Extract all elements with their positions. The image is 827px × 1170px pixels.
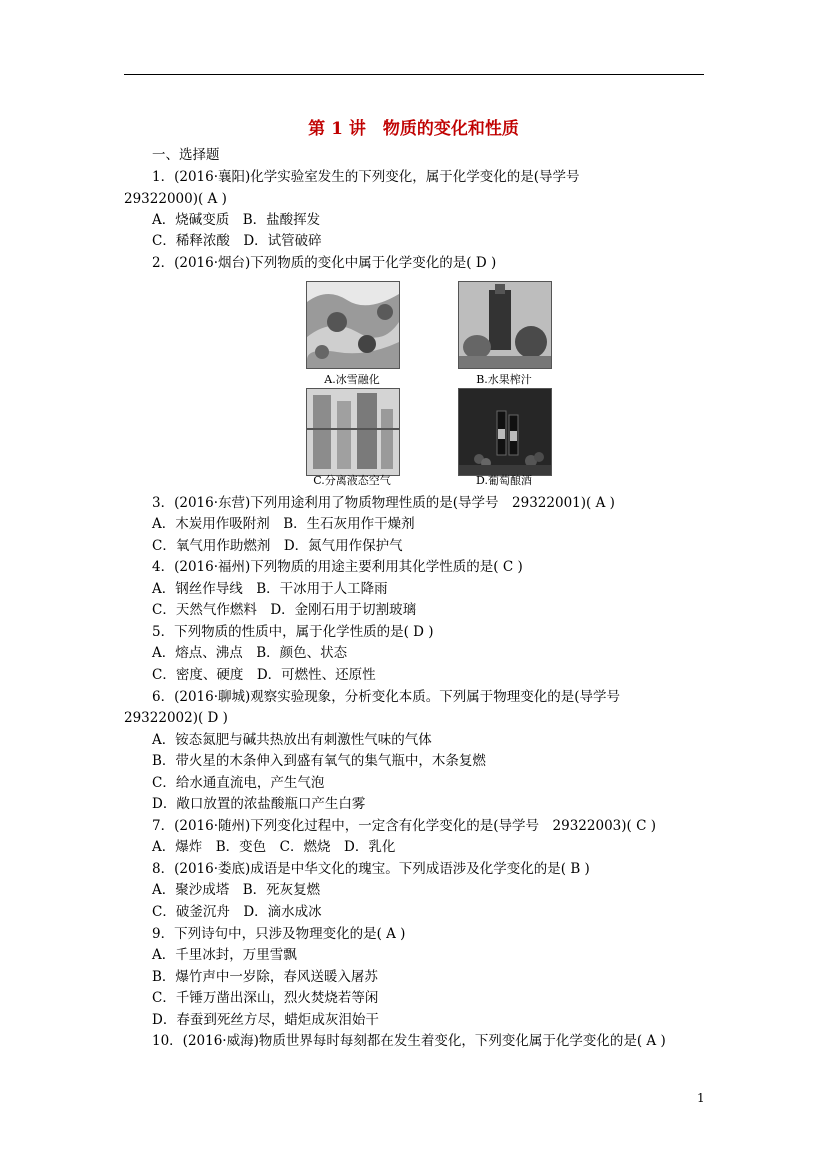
option-line: D．敞口放置的浓盐酸瓶口产生白雾 [152,796,366,812]
page-title: 第 1 讲 物质的变化和性质 [308,119,519,139]
question-line: 5．下列物质的性质中，属于化学性质的是( D ) [152,624,434,640]
question-line: 6．(2016·聊城)观察实验现象，分析变化本质。下列属于物理变化的是(导学号 [152,689,621,705]
question-line: 2．(2016·烟台)下列物质的变化中属于化学变化的是( D ) [152,255,497,271]
question-line: 3．(2016·东营)下列用途利用了物质物理性质的是(导学号 29322001)( A ) [152,495,615,511]
question-line: 10．(2016·威海)物质世界每时每刻都在发生着变化，下列变化属于化学变化的是( A ) [152,1033,666,1049]
option-line: A．铵态氮肥与碱共热放出有刺激性气味的气体 [152,732,432,748]
option-line: C．破釜沉舟 D．滴水成冰 [152,904,322,920]
question-line: 7．(2016·随州)下列变化过程中，一定含有化学变化的是(导学号 29322003)( C ) [152,818,656,834]
photo-wine-making [458,388,552,476]
option-line: C．千锤万凿出深山，烈火焚烧若等闲 [152,990,379,1006]
option-line: B．带火星的木条伸入到盛有氧气的集气瓶中，木条复燃 [152,753,486,769]
option-line: C．氧气用作助燃剂 D．氮气用作保护气 [152,538,403,554]
option-line: A．爆炸 B．变色 C．燃烧 D．乳化 [152,839,396,855]
option-line: B．爆竹声中一岁除，春风送暖入屠苏 [152,969,378,985]
option-line: C．天然气作燃料 D．金刚石用于切割玻璃 [152,602,417,618]
page-number: 1 [697,1091,705,1105]
option-line: A．聚沙成塔 B．死灰复燃 [152,882,321,898]
photo-caption: D.葡萄酿酒 [476,474,532,487]
question-line: 9．下列诗句中，只涉及物理变化的是( A ) [152,926,406,942]
section-heading: 一、选择题 [152,147,220,163]
option-line: C．给水通直流电，产生气泡 [152,775,325,791]
option-line: D．春蚕到死丝方尽，蜡炬成灰泪始干 [152,1012,379,1028]
photo-caption: B.水果榨汁 [476,373,532,386]
photo-air-separation [306,388,400,476]
option-line: C．密度、硬度 D．可燃性、还原性 [152,667,376,683]
option-line: A．钢丝作导线 B．干冰用于人工降雨 [152,581,388,597]
question-line: 29322000)( A ) [124,191,227,207]
question-line: 1．(2016·襄阳)化学实验室发生的下列变化，属于化学变化的是(导学号 [152,169,580,185]
photo-juicer [458,281,552,369]
option-line: A．熔点、沸点 B．颜色、状态 [152,645,348,661]
photo-caption: A.冰雪融化 [324,373,380,386]
photo-caption: C.分离液态空气 [313,474,391,487]
question-line: 8．(2016·娄底)成语是中华文化的瑰宝。下列成语涉及化学变化的是( B ) [152,861,590,877]
question-line: 4．(2016·福州)下列物质的用途主要利用其化学性质的是( C ) [152,559,523,575]
option-line: A．木炭用作吸附剂 B．生石灰用作干燥剂 [152,516,415,532]
header-rule [124,74,704,75]
option-line: A．烧碱变质 B．盐酸挥发 [152,212,321,228]
question-line: 29322002)( D ) [124,710,228,726]
photo-ice-melting [306,281,400,369]
option-line: A．千里冰封，万里雪飘 [152,947,297,963]
option-line: C．稀释浓酸 D．试管破碎 [152,233,322,249]
